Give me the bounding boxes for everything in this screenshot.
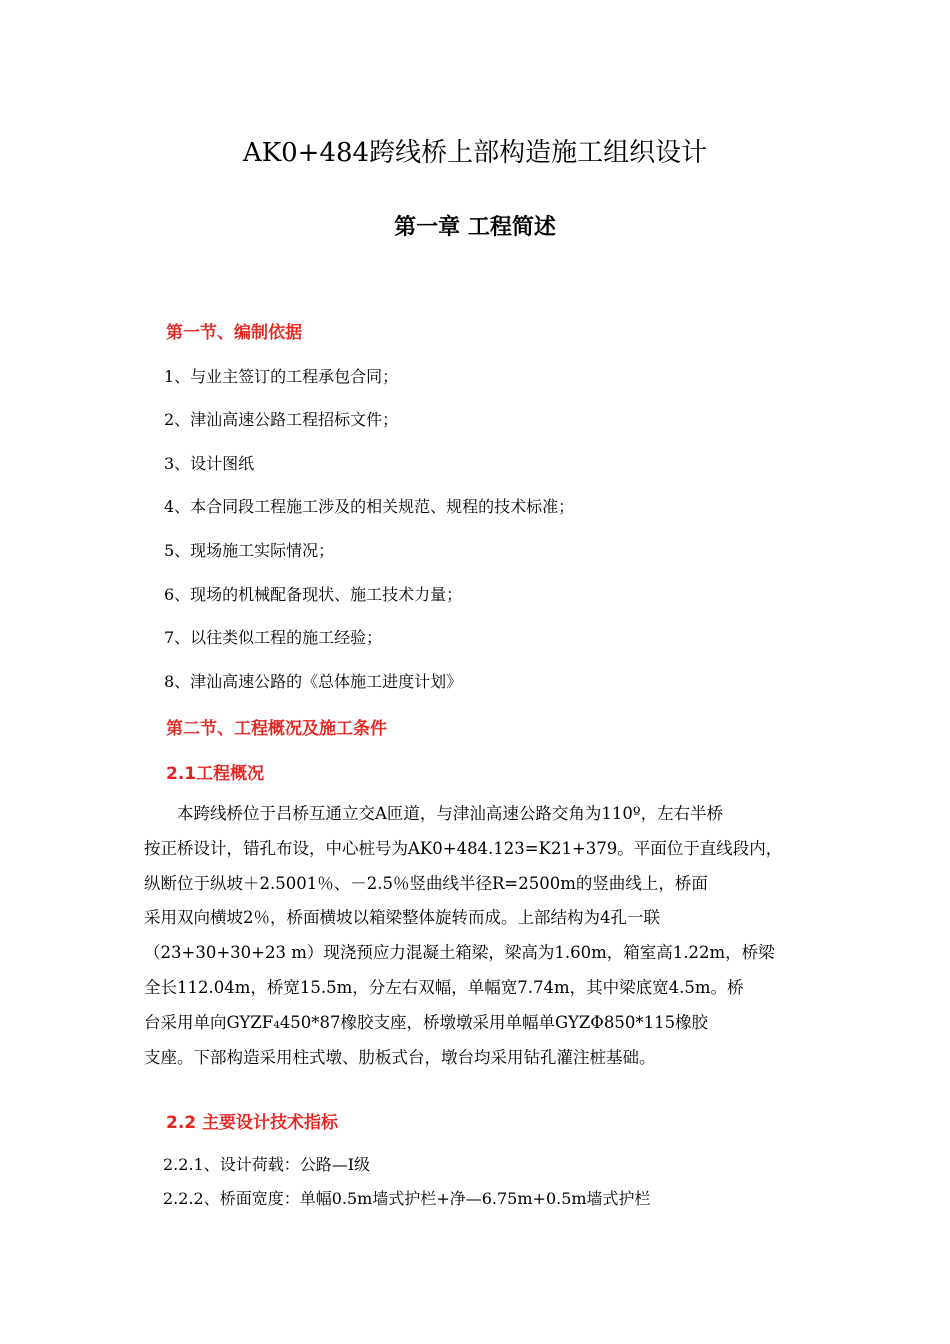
section-heading-basis: 第一节、编制依据 — [166, 323, 302, 343]
paragraph-line: （23+30+30+23 m）现浇预应力混凝土箱梁，梁高为1.60m，箱室高1.22m，桥梁 — [144, 943, 775, 963]
subsection-heading-indicators: 2.2 主要设计技术指标 — [166, 1113, 339, 1133]
paragraph-line: 台采用单向GYZF₄450*87橡胶支座，桥墩墩采用单幅单GYZΦ850*115橡胶 — [144, 1012, 709, 1032]
subsection-heading-overview: 2.1工程概况 — [166, 764, 265, 784]
list-item: 2.2.1、设计荷载：公路—I级 — [163, 1155, 371, 1174]
overview-paragraph — [144, 797, 814, 1075]
list-item: 7、以往类似工程的施工经验； — [164, 628, 383, 647]
paragraph-line: 采用双向横坡2％，桥面横坡以箱梁整体旋转而成。上部结构为4孔一联 — [144, 908, 660, 928]
document-title: AK0+484跨线桥上部构造施工组织设计 — [242, 138, 708, 168]
chapter-heading: 第一章 工程简述 — [394, 215, 556, 240]
list-item: 3、设计图纸 — [164, 454, 255, 473]
section-heading-overview: 第二节、工程概况及施工条件 — [166, 719, 387, 739]
list-item: 2.2.2、桥面宽度：单幅0.5m墙式护栏+净—6.75m+0.5m墙式护栏 — [163, 1189, 651, 1208]
list-item: 2、津汕高速公路工程招标文件； — [164, 410, 399, 429]
list-item: 4、本合同段工程施工涉及的相关规范、规程的技术标准； — [164, 497, 575, 516]
list-item: 8、津汕高速公路的《总体施工进度计划》 — [164, 672, 463, 691]
list-item: 1、与业主签订的工程承包合同； — [164, 367, 399, 386]
paragraph-line: 本跨线桥位于吕桥互通立交A匝道，与津汕高速公路交角为110º，左右半桥 — [177, 804, 724, 823]
paragraph-line: 支座。下部构造采用柱式墩、肋板式台，墩台均采用钻孔灌注桩基础。 — [144, 1047, 656, 1067]
list-item: 5、现场施工实际情况； — [164, 541, 335, 560]
list-item: 6、现场的机械配备现状、施工技术力量； — [164, 585, 463, 604]
paragraph-line: 纵断位于纵坡＋2.5001％、－2.5％竖曲线半径R=2500m的竖曲线上，桥面 — [144, 873, 708, 893]
paragraph-line: 按正桥设计，错孔布设，中心桩号为AK0+484.123=K21+379。平面位于直线段内， — [144, 838, 783, 858]
paragraph-line: 全长112.04m，桥宽15.5m，分左右双幅，单幅宽7.74m，其中梁底宽4.5m。桥 — [144, 977, 744, 997]
